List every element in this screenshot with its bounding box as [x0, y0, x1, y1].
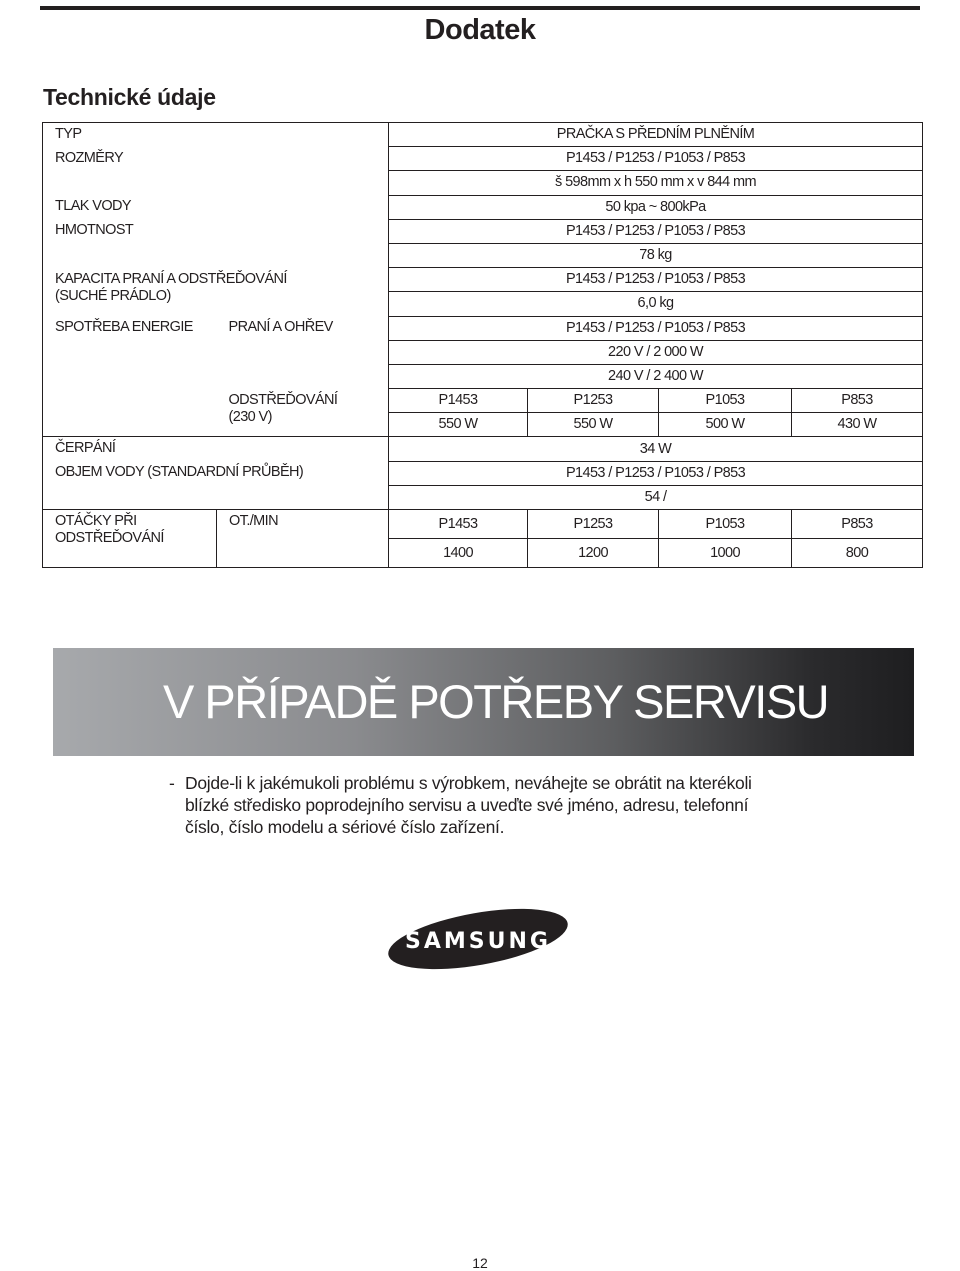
spin-value-cell: 430 W: [792, 413, 923, 437]
pump-value: 34 W: [389, 437, 923, 461]
row-power-wash-models: [43, 316, 923, 340]
wash-heat-label: PRANÍ A OHŘEV: [228, 319, 333, 335]
rpm-value-cell: 1400: [389, 539, 528, 568]
samsung-logo-text: SAMSUNG: [405, 929, 551, 954]
spin-model-cell: P1053: [659, 389, 792, 413]
spin-label-line1: ODSTŘEĎOVÁNÍ: [228, 391, 338, 408]
wash-heat-value-240: 240 V / 2 400 W: [389, 364, 923, 388]
rpm-model-cell: P853: [792, 510, 923, 539]
row-weight-models: [43, 219, 923, 243]
service-note: [169, 772, 789, 838]
rpm-label: [43, 510, 217, 568]
dimensions-label: ROZMĚRY: [43, 147, 389, 195]
spin-value-cell: 550 W: [389, 413, 528, 437]
section-title: Technické údaje: [43, 84, 216, 110]
rpm-value-cell: 1200: [528, 539, 659, 568]
weight-label: HMOTNOST: [43, 219, 389, 267]
power-label: SPOTŘEBA ENERGIE: [43, 316, 217, 437]
weight-models: P1453 / P1253 / P1053 / P853: [389, 219, 923, 243]
type-label: TYP: [43, 123, 389, 147]
row-water-pressure: [43, 195, 923, 219]
water-pressure-label: TLAK VODY: [43, 195, 389, 219]
spin-label: [217, 389, 389, 437]
wash-heat-models: P1453 / P1253 / P1053 / P853: [389, 316, 923, 340]
page-number: 12: [472, 1255, 488, 1271]
capacity-label: [43, 268, 389, 316]
water-volume-models: P1453 / P1253 / P1053 / P853: [389, 461, 923, 485]
capacity-value: 6,0 kg: [389, 292, 923, 316]
wash-heat-value-220: 220 V / 2 000 W: [389, 340, 923, 364]
service-banner: [53, 648, 914, 756]
bullet-dash: -: [169, 773, 175, 793]
spin-value-cell: 500 W: [659, 413, 792, 437]
row-water-volume-models: [43, 461, 923, 485]
type-value: PRAČKA S PŘEDNÍM PLNĚNÍM: [389, 123, 923, 147]
specifications-table: [42, 122, 923, 568]
row-pump: [43, 437, 923, 461]
weight-value: 78 kg: [389, 243, 923, 267]
rpm-value-cell: 1000: [659, 539, 792, 568]
samsung-logo-icon: [386, 906, 570, 972]
rpm-model-cell: P1053: [659, 510, 792, 539]
water-volume-value: 54 /: [389, 485, 923, 509]
capacity-models: P1453 / P1253 / P1053 / P853: [389, 268, 923, 292]
dimensions-models: P1453 / P1253 / P1053 / P853: [389, 147, 923, 171]
rpm-value-cell: 800: [792, 539, 923, 568]
rpm-model-cell: P1253: [528, 510, 659, 539]
spin-model-cell: P853: [792, 389, 923, 413]
service-note-text: Dojde-li k jakémukoli problému s výrobkem, neváhejte se obrátit na kterékoli blízké středisko poprodejního servisu a uveďte své jméno, adresu, telefonní číslo, číslo modelu a sériové číslo zařízení.: [185, 773, 752, 837]
rpm-model-cell: P1453: [389, 510, 528, 539]
water-pressure-value: 50 kpa ~ 800kPa: [389, 195, 923, 219]
row-rpm-models: [43, 510, 923, 539]
capacity-label-line1: KAPACITA PRANÍ A ODSTŘEĎOVÁNÍ: [55, 270, 287, 287]
spin-model-cell: P1253: [528, 389, 659, 413]
row-capacity-models: [43, 268, 923, 292]
service-banner-title: V PŘÍPADĚ POTŘEBY SERVISU: [163, 675, 829, 728]
rpm-label-line1: OTÁČKY PŘI: [55, 513, 137, 529]
dimensions-value: š 598mm x h 550 mm x v 844 mm: [389, 171, 923, 195]
spin-label-line2: (230 V): [228, 408, 272, 425]
pump-label: ČERPÁNÍ: [43, 437, 389, 461]
rpm-label-line2: ODSTŘEĎOVÁNÍ: [55, 530, 164, 546]
spin-model-cell: P1453: [389, 389, 528, 413]
rpm-unit-label: OT./MIN: [217, 510, 389, 568]
spin-value-cell: 550 W: [528, 413, 659, 437]
page-header-title: Dodatek: [424, 14, 536, 46]
top-rule: [40, 6, 920, 10]
row-type: [43, 123, 923, 147]
capacity-label-line2: (SUCHÉ PRÁDLO): [55, 287, 171, 304]
water-volume-label: OBJEM VODY (STANDARDNÍ PRŮBĚH): [43, 461, 389, 509]
row-dimensions-models: [43, 147, 923, 171]
